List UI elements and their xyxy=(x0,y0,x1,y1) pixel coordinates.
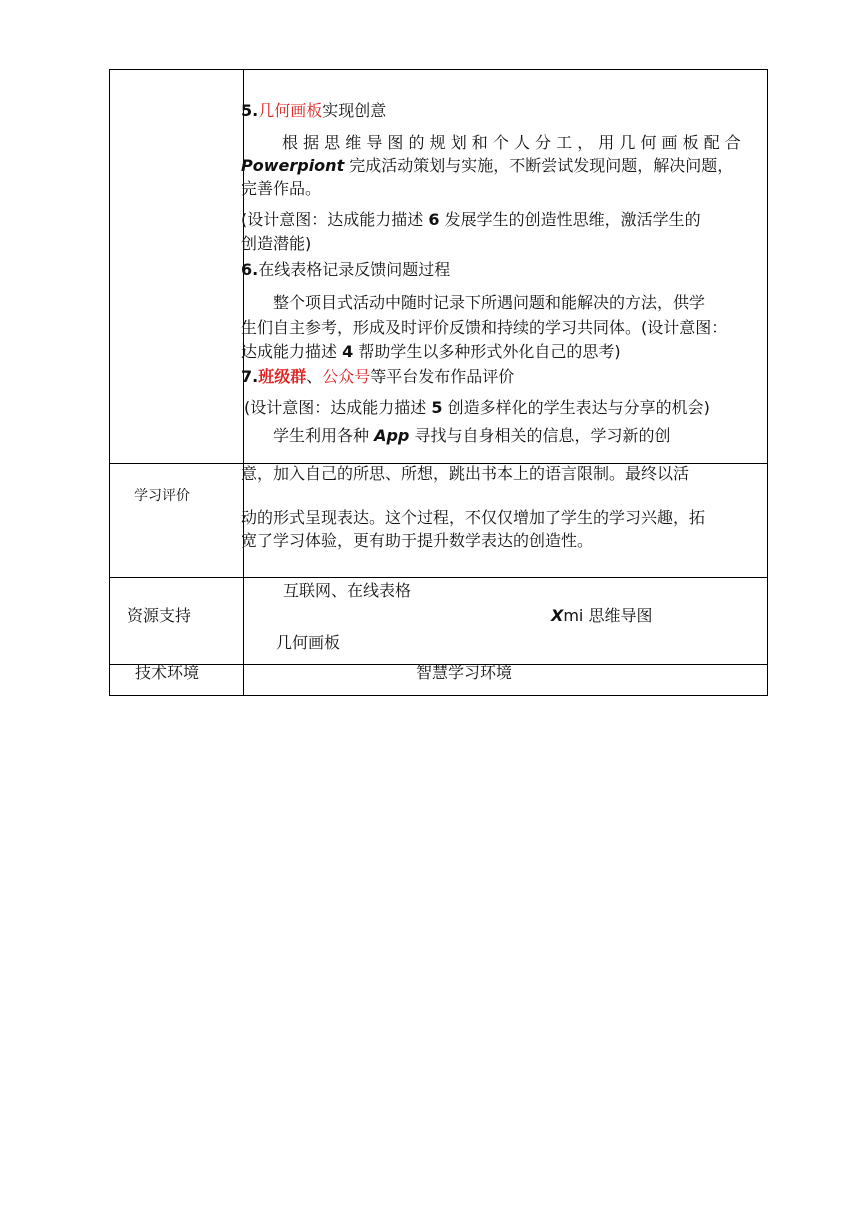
step-6-text: 整个项目式活动中随时记录下所遇问题和能解决的方法，供学 xyxy=(273,293,706,312)
evaluation-text: 意，加入自己的所思、所想，跳出书本上的语言限制。最终以活 xyxy=(241,464,690,483)
design-intent: (设计意图：达成能力描述 5 创造多样化的学生表达与分享的机会) xyxy=(244,398,710,417)
step-5-text: Powerpiont 完成活动策划与实施，不断尝试发现问题，解决问题， xyxy=(241,156,734,175)
table-border-left xyxy=(109,69,110,696)
step-6-text: 达成能力描述 4 帮助学生以多种形式外化自己的思考) xyxy=(241,342,621,361)
evaluation-text: 宽了学习体验，更有助于提升数学表达的创造性。 xyxy=(241,531,594,550)
design-intent: (设计意图：达成能力描述 6 发展学生的创造性思维，激活学生的 xyxy=(241,210,701,229)
step-7-heading: 7.班级群、公众号等平台发布作品评价 xyxy=(241,367,515,386)
step-6-text: 生们自主参考，形成及时评价反馈和持续的学习共同体。(设计意图： xyxy=(241,318,728,337)
resource-item: 几何画板 xyxy=(276,633,341,652)
step-6-heading: 6.在线表格记录反馈问题过程 xyxy=(241,260,451,279)
evaluation-text: 动的形式呈现表达。这个过程，不仅仅增加了学生的学习兴趣，拓 xyxy=(241,508,706,527)
tech-value: 智慧学习环境 xyxy=(416,663,513,682)
table-border-top xyxy=(109,69,768,70)
resource-item: 互联网、在线表格 xyxy=(283,581,412,600)
evaluation-label: 学习评价 xyxy=(134,488,190,504)
resource-item: Xmi 思维导图 xyxy=(551,606,653,625)
design-intent: 创造潜能) xyxy=(241,234,312,253)
step-5-text: 根 据 思 维 导 图 的 规 划 和 个 人 分 工 ， 用 几 何 画 板 配 合 xyxy=(282,133,741,152)
table-row-divider xyxy=(109,577,768,578)
tech-label: 技术环境 xyxy=(135,663,200,682)
step-5-text: 完善作品。 xyxy=(241,179,322,198)
step-5-heading: 5.几何画板实现创意 xyxy=(241,101,387,120)
resources-label: 资源支持 xyxy=(127,606,192,625)
table-border-right xyxy=(767,69,768,696)
step-7-text: 学生利用各种 App 寻找与自身相关的信息，学习新的创 xyxy=(273,426,671,445)
table-border-bottom xyxy=(109,695,768,696)
